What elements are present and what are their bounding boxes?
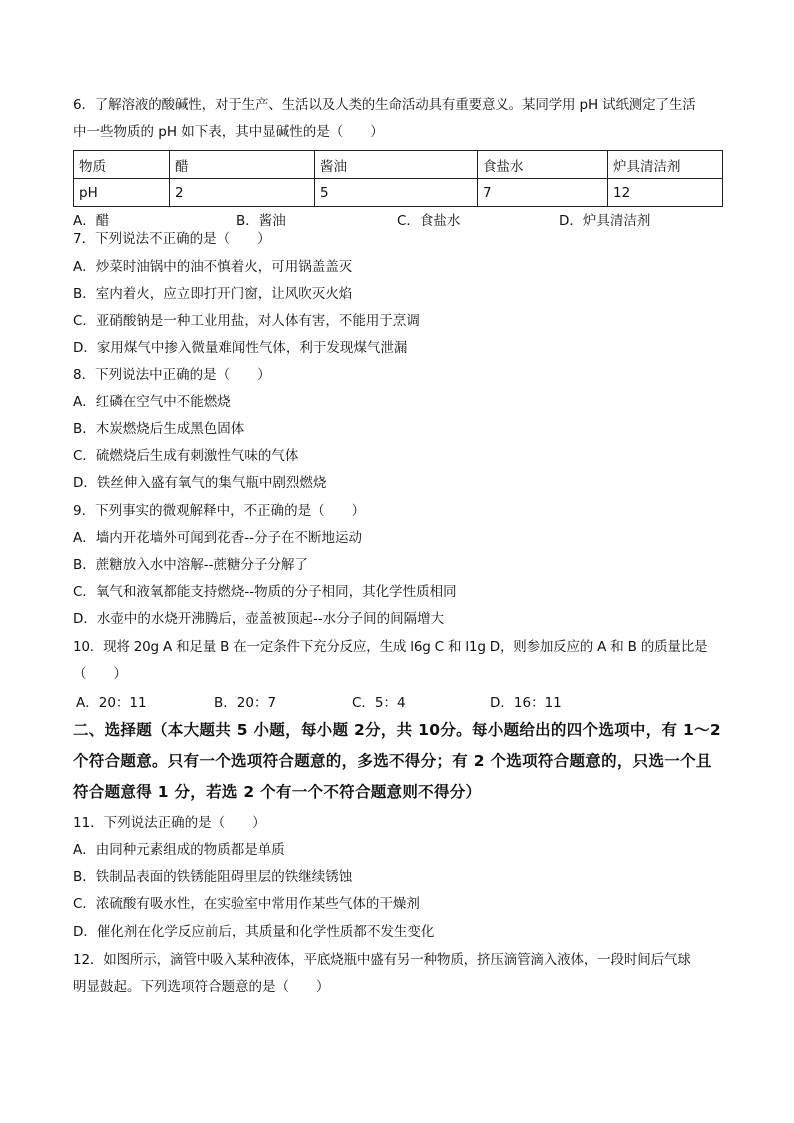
q8-option-c: C．硫燃烧后生成有刺激性气味的气体 [73,448,299,464]
table-cell: 5 [315,179,478,207]
q10-option-a: A．20：11 [76,695,147,711]
table-cell: 食盐水 [478,151,608,179]
table-cell: 2 [170,179,315,207]
q9-option-d: D．水壶中的水烧开沸腾后，壶盖被顶起--水分子间的间隔增大 [73,611,445,627]
q6-option-d: D．炉具清洁剂 [559,213,651,229]
ph-table [73,150,723,207]
q7-option-c: C．亚硝酸钠是一种工业用盐，对人体有害，不能用于烹调 [73,313,420,329]
table-cell: 12 [608,179,723,207]
q6-stem-line2: 中一些物质的 pH 如下表，其中显碱性的是（ ） [73,124,384,140]
table-cell: 醋 [170,151,315,179]
q6-option-b: B．酱油 [236,213,286,229]
table-cell: pH [74,179,170,207]
q10-stem-line1: 10．现将 20g A 和足量 B 在一定条件下充分反应，生成 l6g C 和 l1g D，则参加反应的 A 和 B 的质量比是 [73,639,708,655]
q6-option-c: C．食盐水 [397,213,461,229]
q10-option-b: B．20：7 [214,695,277,711]
q10-option-d: D．16：11 [490,695,562,711]
table-cell: 炉具清洁剂 [608,151,723,179]
table-cell: 酱油 [315,151,478,179]
q9-option-c: C．氧气和液氧都能支持燃烧--物质的分子相同，其化学性质相同 [73,584,457,600]
q11-option-d: D．催化剂在化学反应前后，其质量和化学性质都不发生变化 [73,924,435,940]
q10-stem-line2: （ ） [73,666,127,682]
q9-option-b: B．蔗糖放入水中溶解--蔗糖分子分解了 [73,557,309,573]
q7-option-b: B．室内着火，应立即打开门窗，让风吹灭火焰 [73,286,353,302]
q7-option-d: D．家用煤气中掺入微量难闻性气体，利于发现煤气泄漏 [73,340,408,356]
q6-stem-line1: 6．了解溶液的酸碱性，对于生产、生活以及人类的生命活动具有重要意义。某同学用 pH 试纸测定了生活 [73,97,696,113]
q9-stem: 9．下列事实的微观解释中，不正确的是（ ） [73,503,366,519]
q8-option-b: B．木炭燃烧后生成黑色固体 [73,421,245,437]
section-2-heading-line3: 符合题意得 1 分，若选 2 个有一个不符合题意则不得分） [73,783,482,801]
q8-option-d: D．铁丝伸入盛有氧气的集气瓶中剧烈燃烧 [73,475,327,491]
q10-options [0,691,794,711]
q11-option-b: B．铁制品表面的铁锈能阻碍里层的铁继续锈蚀 [73,869,353,885]
table-cell: 物质 [74,151,170,179]
table-row [74,179,723,207]
q8-stem: 8．下列说法中正确的是（ ） [73,367,271,383]
q6-options [0,209,794,229]
q12-stem-line1: 12．如图所示，滴管中吸入某种液体，平底烧瓶中盛有另一种物质，挤压滴管滴入液体，一段时间后气球 [73,952,691,968]
q7-option-a: A．炒菜时油锅中的油不慎着火，可用锅盖盖灭 [73,259,353,275]
q12-stem-line2: 明显鼓起。下列选项符合题意的是（ ） [73,979,330,995]
section-2-heading-line2: 个符合题意。只有一个选项符合题意的，多选不得分；有 2 个选项符合题意的，只选一个且 [73,752,712,770]
q11-option-c: C．浓硫酸有吸水性，在实验室中常用作某些气体的干燥剂 [73,896,420,912]
table-header-row [74,151,723,179]
q11-option-a: A．由同种元素组成的物质都是单质 [73,842,285,858]
q8-option-a: A．红磷在空气中不能燃烧 [73,394,231,410]
section-2-heading-line1: 二、选择题（本大题共 5 小题，每小题 2分，共 10分。每小题给出的四个选项中，有 1～2 [73,721,721,739]
q11-stem: 11．下列说法正确的是（ ） [73,815,266,831]
q9-option-a: A．墙内开花墙外可闻到花香--分子在不断地运动 [73,530,362,546]
table-cell: 7 [478,179,608,207]
q10-option-c: C．5：4 [352,695,406,711]
q6-option-a: A．醋 [73,213,110,229]
q7-stem: 7．下列说法不正确的是（ ） [73,231,271,247]
